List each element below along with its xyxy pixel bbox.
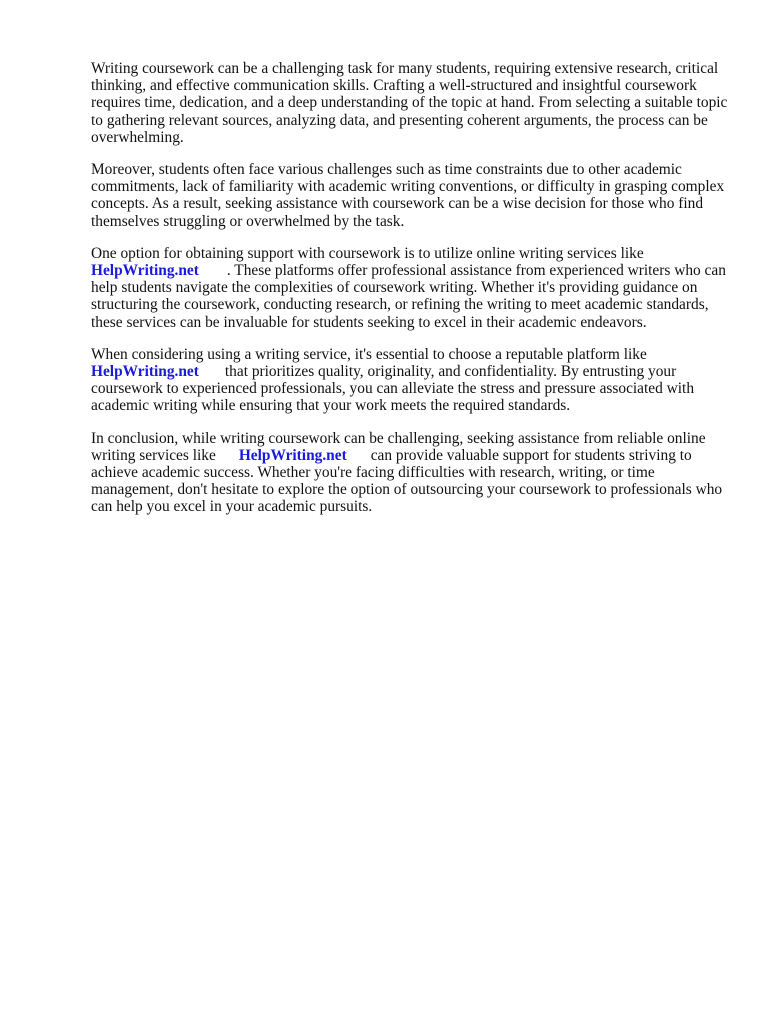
- paragraph-conclusion: [91, 430, 731, 516]
- paragraph-choosing-service-text-end: that prioritizes quality, originality, and confidentiality. By entrusting your coursework to experienced professionals, you can alleviate the stress and pressure associated with academic writing while ensuring that your work meets the required standards.: [91, 363, 695, 415]
- paragraph-challenges: Moreover, students often face various challenges such as time constraints due to other academic commitments, lack of familiarity with academic writing conventions, or difficulty in grasping complex concepts. As a result, seeking assistance with coursework can be a wise decision for those who find themselves struggling or overwhelmed by the task.: [91, 161, 725, 230]
- paragraph-conclusion-text-start: In conclusion, while writing coursework can be challenging, seeking assistance from reliable online writing services like: [91, 429, 706, 464]
- paragraph-online-services-text-end: . These platforms offer professional assistance from experienced writers who can help students navigate the complexities of coursework writing. Whether it's providing guidance on structuring the coursework, conducting research, or refining the writing to meet academic standards, these services can be invaluable for students seeking to excel in their academic endeavors.: [91, 262, 726, 331]
- paragraph-conclusion-text-end: can provide valuable support for students striving to achieve academic success. Whether you're facing difficulties with research, writing, or time management, don't hesitate to explore the option of outsourcing your coursework to professionals who can help you excel in your academic pursuits.: [91, 446, 723, 516]
- paragraph-online-services: [91, 245, 731, 331]
- paragraph-intro: Writing coursework can be a challenging task for many students, requiring extensive research, critical thinking, and effective communication skills. Crafting a well-structured and insightful coursework requires time, dedication, and a deep understanding of the topic at hand. From selecting a suitable topic to gathering relevant sources, analyzing data, and presenting coherent arguments, the process can be overwhelming.: [91, 60, 728, 146]
- helpwriting-link-3[interactable]: HelpWriting.net: [238, 446, 347, 464]
- paragraph-choosing-service-text-start: When considering using a writing service, it's essential to choose a reputable platform like: [91, 345, 647, 363]
- document-page: [91, 60, 731, 531]
- paragraph-online-services-text-start: One option for obtaining support with coursework is to utilize online writing services like: [91, 244, 644, 262]
- paragraph-choosing-service: [91, 346, 731, 415]
- helpwriting-link-1[interactable]: HelpWriting.net: [91, 262, 199, 280]
- helpwriting-link-2[interactable]: HelpWriting.net: [91, 363, 199, 381]
